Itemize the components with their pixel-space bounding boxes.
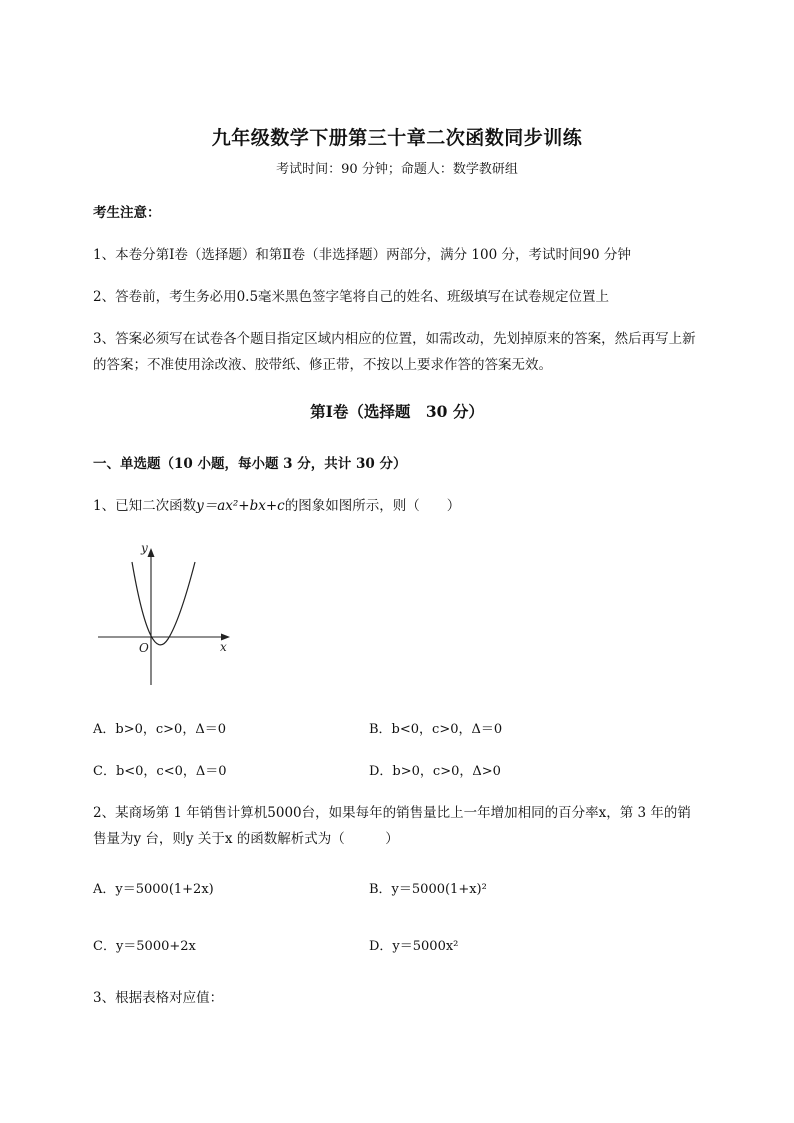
- page-title: 九年级数学下册第三十章二次函数同步训练: [211, 127, 583, 149]
- origin-label: O: [139, 641, 149, 655]
- q1-option-c: C．b<0，c<0，Δ＝0: [93, 764, 227, 779]
- question-2-line-2: 售量为y 台，则y 关于x 的函数解析式为（ ）: [93, 831, 399, 847]
- x-axis-label: x: [220, 640, 227, 654]
- q1-option-b: B．b<0，c>0，Δ＝0: [369, 722, 503, 737]
- y-axis-arrow: [148, 548, 155, 557]
- part-heading: 一、单选题（10 小题，每小题 3 分，共计 30 分）: [93, 456, 407, 472]
- q2-option-b: B．y＝5000(1+x)²: [369, 882, 487, 897]
- q1-option-d: D．b>0，c>0，Δ>0: [369, 764, 501, 779]
- q1-option-a: A．b>0，c>0，Δ＝0: [93, 722, 226, 737]
- q2-option-c: C．y＝5000+2x: [93, 939, 196, 954]
- note-line-3a: 3、答案必须写在试卷各个题目指定区域内相应的位置，如需改动，先划掉原来的答案，然后再写上新: [93, 331, 696, 347]
- notes-heading: 考生注意：: [93, 205, 161, 221]
- question-3: 3、根据表格对应值：: [93, 990, 224, 1006]
- q2-option-a: A．y＝5000(1+2x): [93, 882, 214, 897]
- note-line-3b: 的答案；不准使用涂改液、胶带纸、修正带，不按以上要求作答的答案无效。: [93, 357, 552, 373]
- note-line-2: 2、答卷前，考生务必用0.5毫米黑色签字笔将自己的姓名、班级填写在试卷规定位置上: [93, 289, 610, 305]
- note-line-1: 1、本卷分第Ⅰ卷（选择题）和第Ⅱ卷（非选择题）两部分，满分 100 分，考试时间90 分钟: [93, 247, 631, 263]
- y-axis-label: y: [141, 541, 148, 555]
- parabola-curve: [132, 562, 195, 645]
- question-2-line-1: 2、某商场第 1 年销售计算机5000台，如果每年的销售量比上一年增加相同的百分率x，第 3 年的销: [93, 805, 691, 821]
- q1-formula: y＝ax²+bx+c: [196, 498, 285, 514]
- exam-info: 考试时间：90 分钟；命题人：数学教研组: [276, 162, 518, 177]
- q2-option-d: D．y＝5000x²: [369, 939, 459, 954]
- q1-suffix: 的图象如图所示，则（ ）: [284, 498, 461, 514]
- question-1: [93, 494, 460, 514]
- q1-parabola-graph: [90, 535, 240, 690]
- section-title: 第Ⅰ卷（选择题 30 分）: [310, 402, 484, 421]
- q1-prefix: 1、已知二次函数: [93, 498, 197, 514]
